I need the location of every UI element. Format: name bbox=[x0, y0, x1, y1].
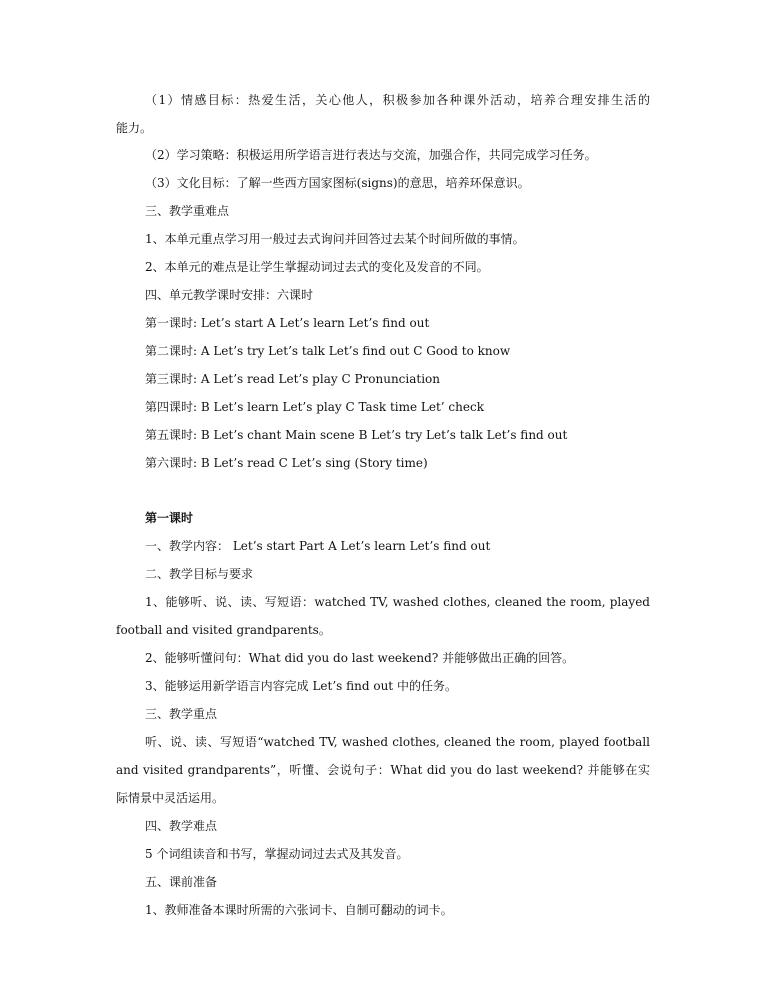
section-heading-lesson-schedule: 四、单元教学课时安排：六课时 bbox=[145, 288, 314, 302]
focus-line-3: 际情景中灵活运用。 bbox=[116, 791, 225, 805]
focus-line-1: 听、说、读、写短语“watched TV, washed clothes, cleaned the room, played football bbox=[145, 735, 650, 749]
culture-goal-line: （3）文化目标：了解一些西方国家图标(signs)的意思，培养环保意识。 bbox=[145, 176, 530, 190]
learning-strategy-line: （2）学习策略：积极运用所学语言进行表达与交流，加强合作，共同完成学习任务。 bbox=[145, 148, 597, 162]
section-heading-difficulty: 四、教学难点 bbox=[145, 819, 218, 833]
objective-3-line: 3、能够运用新学语言内容完成 Let’s find out 中的任务。 bbox=[145, 679, 457, 693]
objective-1-line-1: 1、能够听、说、读、写短语：watched TV, washed clothes, cleaned the room, played bbox=[145, 595, 650, 609]
lesson-1-title: 第一课时 bbox=[145, 511, 194, 525]
schedule-lesson-4: 第四课时: B Let’s learn Let’s play C Task time Let’ check bbox=[145, 400, 484, 414]
objective-1-line-2: football and visited grandparents。 bbox=[116, 623, 331, 637]
section-heading-focus: 三、教学重点 bbox=[145, 707, 218, 721]
schedule-lesson-1: 第一课时: Let’s start A Let’s learn Let’s find out bbox=[145, 316, 430, 330]
focus-line-2: and visited grandparents”，听懂、会说句子：What did you do last weekend? 并能够在实 bbox=[116, 763, 650, 777]
emotion-goal-line-1: （1）情感目标：热爱生活，关心他人，积极参加各种课外活动，培养合理安排生活的 bbox=[145, 93, 650, 107]
section-heading-preparation: 五、课前准备 bbox=[145, 875, 218, 889]
schedule-lesson-2: 第二课时: A Let’s try Let’s talk Let’s find out C Good to know bbox=[145, 344, 511, 358]
schedule-lesson-3: 第三课时: A Let’s read Let’s play C Pronunciation bbox=[145, 372, 440, 386]
preparation-line: 1、教师准备本课时所需的六张词卡、自制可翻动的词卡。 bbox=[145, 903, 453, 917]
emotion-goal-line-2: 能力。 bbox=[116, 121, 153, 135]
key-point-line: 1、本单元重点学习用一般过去式询问并回答过去某个时间所做的事情。 bbox=[145, 232, 525, 246]
difficulty-line: 5 个词组读音和书写，掌握动词过去式及其发音。 bbox=[145, 847, 409, 861]
schedule-lesson-6: 第六课时: B Let’s read C Let’s sing (Story time) bbox=[145, 456, 428, 470]
schedule-lesson-5: 第五课时: B Let’s chant Main scene B Let’s try Let’s talk Let’s find out bbox=[145, 428, 568, 442]
teaching-content-line: 一、教学内容： Let’s start Part A Let’s learn Let’s find out bbox=[145, 539, 491, 553]
difficult-point-line: 2、本单元的难点是让学生掌握动词过去式的变化及发音的不同。 bbox=[145, 260, 489, 274]
section-heading-objectives: 二、教学目标与要求 bbox=[145, 567, 254, 581]
section-heading-key-difficult-points: 三、教学重难点 bbox=[145, 204, 230, 218]
objective-2-line: 2、能够听懂问句：What did you do last weekend? 并能够做出正确的回答。 bbox=[145, 651, 575, 665]
